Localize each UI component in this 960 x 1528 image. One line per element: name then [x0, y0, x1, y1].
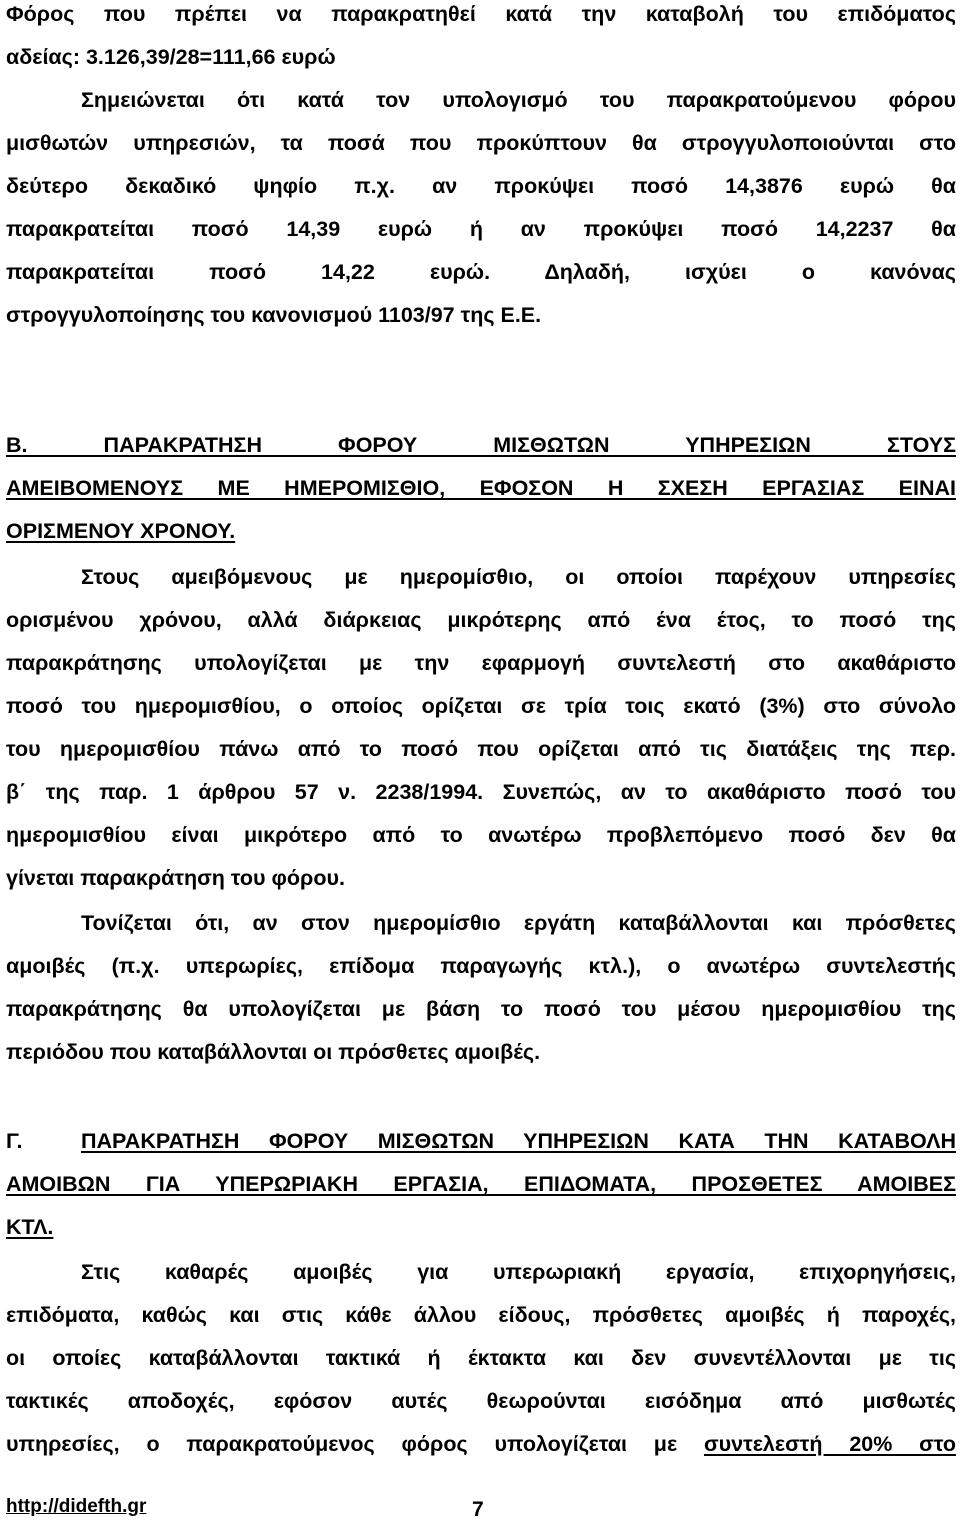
- page-number: 7: [472, 1498, 484, 1521]
- text-line: β΄ της παρ. 1 άρθρου 57 ν. 2238/1994. Συνεπώς, αν το ακαθάριστο ποσό του: [6, 780, 956, 804]
- section-b-paragraph-1: [6, 556, 956, 900]
- heading-line: ΚΤΛ.: [6, 1215, 54, 1239]
- text-line: Σημειώνεται ότι κατά τον υπολογισμό του παρακρατούμενου φόρου: [81, 88, 956, 112]
- text-line: του ημερομισθίου πάνω από το ποσό που ορίζεται από τις διατάξεις της περ.: [6, 737, 956, 761]
- text-line: αδείας: 3.126,39/28=111,66 ευρώ: [6, 45, 336, 69]
- section-c-paragraph: [6, 1251, 956, 1466]
- section-c-title-part-1: ΠΑΡΑΚΡΑΤΗΣΗ ΦΟΡΟΥ ΜΙΣΘΩΤΩΝ ΥΠΗΡΕΣΙΩΝ ΚΑΤΑ ΤΗΝ ΚΑΤΑΒΟΛΗ: [81, 1129, 956, 1153]
- heading-line: ΑΜΕΙΒΟΜΕΝΟΥΣ ΜΕ ΗΜΕΡΟΜΙΣΘΙΟ, ΕΦΟΣΟΝ Η ΣΧΕΣΗ ΕΡΓΑΣΙΑΣ ΕΙΝΑΙ: [6, 476, 956, 500]
- text-line: παρακρατείται ποσό 14,22 ευρώ. Δηλαδή, ισχύει ο κανόνας: [6, 260, 956, 284]
- text-line: ποσό του ημερομισθίου, ο οποίος ορίζεται σε τρία τοις εκατό (3%) στο σύνολο: [6, 694, 956, 718]
- section-c-heading: [6, 1120, 956, 1249]
- heading-line: Β. ΠΑΡΑΚΡΑΤΗΣΗ ΦΟΡΟΥ ΜΙΣΘΩΤΩΝ ΥΠΗΡΕΣΙΩΝ ΣΤΟΥΣ: [6, 433, 956, 457]
- page-footer: [6, 1496, 956, 1528]
- text-line: γίνεται παρακράτηση του φόρου.: [6, 866, 345, 890]
- section-c-label: Γ.: [6, 1129, 23, 1153]
- section-b-paragraph-2: [6, 902, 956, 1074]
- heading-line: ΑΜΟΙΒΩΝ ΓΙΑ ΥΠΕΡΩΡΙΑΚΗ ΕΡΓΑΣΙΑ, ΕΠΙΔΟΜΑΤΑ, ΠΡΟΣΘΕΤΕΣ ΑΜΟΙΒΕΣ: [6, 1172, 956, 1196]
- footer-website-link[interactable]: http://didefth.gr: [6, 1496, 147, 1517]
- heading-line: [6, 1120, 956, 1163]
- text-line: υπηρεσίες, ο παρακρατούμενος φόρος υπολογίζεται με συντελεστή 20% στο: [6, 1432, 956, 1456]
- tax-rate-emphasis: συντελεστή 20% στο: [703, 1432, 956, 1456]
- text-line: μισθωτών υπηρεσιών, τα ποσά που προκύπτουν θα στρογγυλοποιούνται στο: [6, 131, 956, 155]
- text-line: παρακρατείται ποσό 14,39 ευρώ ή αν προκύψει ποσό 14,2237 θα: [6, 217, 956, 241]
- text-line: επιδόματα, καθώς και στις κάθε άλλου είδους, πρόσθετες αμοιβές ή παροχές,: [6, 1303, 956, 1327]
- text-line: παρακράτησης θα υπολογίζεται με βάση το ποσό του μέσου ημερομισθίου της: [6, 997, 956, 1021]
- text-line: ορισμένου χρόνου, αλλά διάρκειας μικρότερης από ένα έτος, το ποσό της: [6, 608, 956, 632]
- text-line: δεύτερο δεκαδικό ψηφίο π.χ. αν προκύψει ποσό 14,3876 ευρώ θα: [6, 174, 956, 198]
- text-line: Φόρος που πρέπει να παρακρατηθεί κατά την καταβολή του επιδόματος: [6, 2, 956, 26]
- continuation-paragraph: [6, 0, 956, 79]
- rounding-note-paragraph: [6, 79, 956, 337]
- text-line: αμοιβές (π.χ. υπερωρίες, επίδομα παραγωγής κτλ.), ο ανωτέρω συντελεστής: [6, 954, 956, 978]
- text-line: Τονίζεται ότι, αν στον ημερομίσθιο εργάτη καταβάλλονται και πρόσθετες: [81, 911, 956, 935]
- text-line: παρακράτησης υπολογίζεται με την εφαρμογή συντελεστή στο ακαθάριστο: [6, 651, 956, 675]
- text-line: περιόδου που καταβάλλονται οι πρόσθετες αμοιβές.: [6, 1040, 541, 1064]
- text-line: ημερομισθίου είναι μικρότερο από το ανωτέρω προβλεπόμενο ποσό δεν θα: [6, 823, 956, 847]
- text-line: τακτικές αποδοχές, εφόσον αυτές θεωρούνται εισόδημα από μισθωτές: [6, 1389, 956, 1413]
- text-line: Στις καθαρές αμοιβές για υπερωριακή εργασία, επιχορηγήσεις,: [81, 1260, 956, 1284]
- heading-line: ΟΡΙΣΜΕΝΟΥ ΧΡΟΝΟΥ.: [6, 519, 236, 543]
- text-line: Στους αμειβόμενους με ημερομίσθιο, οι οποίοι παρέχουν υπηρεσίες: [81, 565, 956, 589]
- section-b-heading: [6, 424, 956, 553]
- text-line: οι οποίες καταβάλλονται τακτικά ή έκτακτα και δεν συνεντέλλονται με τις: [6, 1346, 956, 1370]
- text-line: στρογγυλοποίησης του κανονισμού 1103/97 της Ε.Ε.: [6, 303, 542, 327]
